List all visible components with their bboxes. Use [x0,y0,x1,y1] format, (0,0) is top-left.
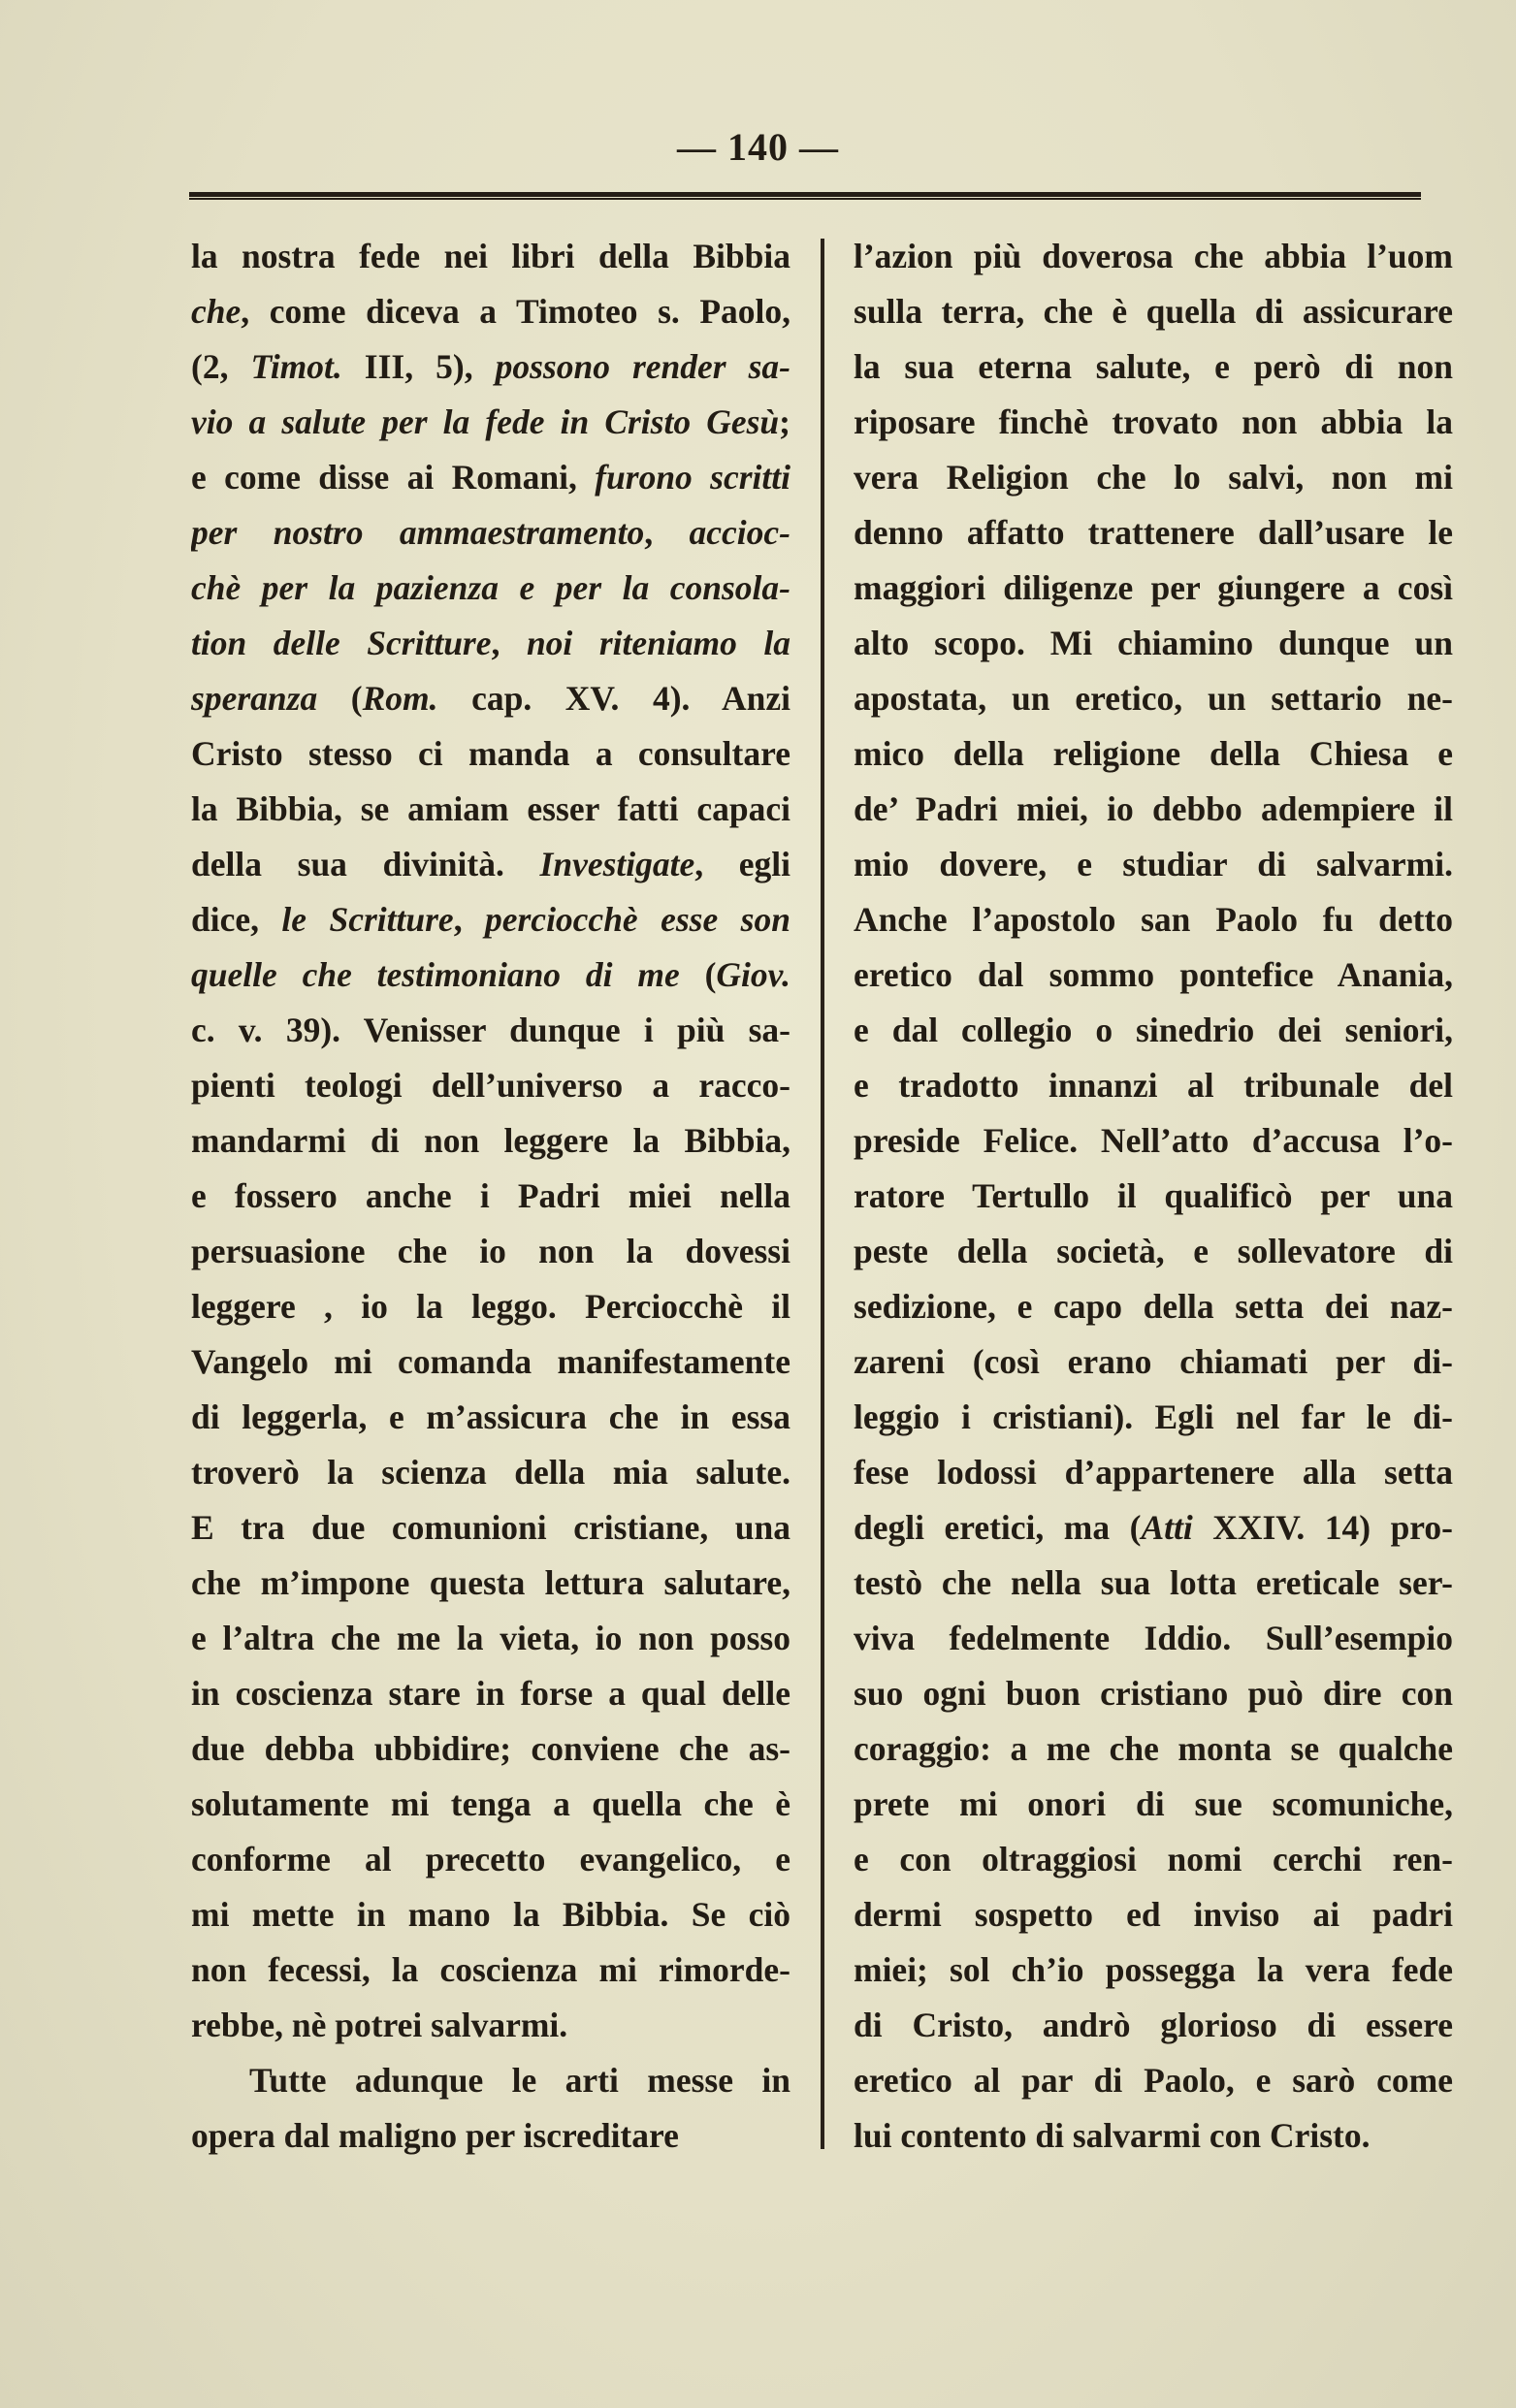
text-segment: di leggerla, e m’assicura che in essa [191,1397,790,1436]
text-line [854,782,1453,837]
text-segment: Tutte adunque le arti messe in [249,2061,790,2100]
text-line [191,450,790,505]
text-segment: denno affatto trattenere dall’usare le [854,513,1453,552]
text-segment: cap. XV. 4). Anzi [437,679,790,718]
text-line [191,1500,790,1556]
text-segment: e con oltraggiosi nomi cerchi ren- [854,1840,1453,1878]
text-line [191,395,790,450]
text-line [854,1832,1453,1887]
text-segment: leggere , io la leggo. Perciocchè il [191,1287,790,1326]
text-segment: ( [679,955,717,994]
text-segment: XXIV. 14) pro- [1192,1508,1453,1547]
text-segment: mi mette in mano la Bibbia. Se ciò [191,1895,790,1934]
text-line [191,616,790,671]
text-segment: di Cristo, andrò glorioso di essere [854,2006,1453,2044]
italic-text: le Scritture [281,900,454,939]
italic-text: Rom. [362,679,438,718]
text-segment: ; [779,402,790,441]
text-segment: mandarmi di non leggere la Bibbia, [191,1121,790,1160]
text-segment: Vangelo mi comanda manifestamente [191,1342,790,1381]
text-segment: sulla terra, che è quella di assicurare [854,292,1453,331]
text-line [191,782,790,837]
text-segment: dermi sospetto ed inviso ai padri [854,1895,1453,1934]
text-segment: suo ogni buon cristiano può dire con [854,1674,1453,1713]
text-line [191,947,790,1003]
italic-text: Timot. [250,347,342,386]
text-line [191,837,790,892]
text-line [191,1224,790,1279]
text-segment: peste della società, e sollevatore di [854,1232,1453,1270]
text-line [191,2108,790,2164]
text-segment: mio dovere, e studiar di salvarmi. [854,845,1453,883]
text-segment: e l’altra che me la vieta, io non posso [191,1619,790,1657]
text-line [854,1998,1453,2053]
text-line [854,1003,1453,1058]
text-segment: III, 5), [341,347,496,386]
text-line [854,1942,1453,1998]
text-segment: la nostra fede nei libri della Bibbia [191,237,790,275]
text-line [854,1666,1453,1721]
text-segment: maggiori diligenze per giungere a così [854,568,1453,607]
text-segment: alto scopo. Mi chiamino dunque un [854,624,1453,662]
italic-text: speranza [191,679,318,718]
text-line [854,1390,1453,1445]
text-segment: leggio i cristiani). Egli nel far le di- [854,1397,1453,1436]
text-line [191,339,790,395]
italic-text: Investigate [539,845,695,883]
italic-text: per nostro ammaestramento [191,513,645,552]
text-segment: vera Religion che lo salvi, non mi [854,458,1453,497]
italic-text: quelle che testimoniano di me [191,955,680,994]
italic-text: vio a salute per la fede in Cristo Gesù [191,402,780,441]
text-line [854,284,1453,339]
text-segment: fese lodossi d’appartenere alla setta [854,1453,1453,1492]
text-segment: , come diceva a Timoteo s. Paolo, [241,292,790,331]
text-segment: l’azion più doverosa che abbia l’uom [854,237,1453,275]
text-line [191,284,790,339]
text-segment: Anche l’apostolo san Paolo fu detto [854,900,1453,939]
text-segment: miei; sol ch’io possegga la vera fede [854,1950,1453,1989]
text-segment: , [453,900,485,939]
text-line [191,1832,790,1887]
text-line [854,616,1453,671]
text-line [191,1666,790,1721]
text-line [854,837,1453,892]
text-segment: c. v. 39). Venisser dunque i più sa- [191,1011,790,1049]
text-line [191,1611,790,1666]
text-line [854,229,1453,284]
text-line [854,339,1453,395]
text-segment: Cristo stesso ci manda a consultare [191,734,790,773]
text-line [854,1611,1453,1666]
italic-text: furono scritti [595,458,790,497]
text-segment: riposare finchè trovato non abbia la [854,402,1453,441]
text-segment: e fossero anche i Padri miei nella [191,1176,790,1215]
text-line [191,892,790,947]
text-segment: la sua eterna salute, e però di non [854,347,1453,386]
text-segment: e tradotto innanzi al tribunale del [854,1066,1453,1105]
text-segment: ratore Tertullo il qualificò per una [854,1176,1453,1215]
text-segment: dice, [191,900,282,939]
italic-text: perciocchè esse son [484,900,790,939]
text-line [191,726,790,782]
text-segment: che m’impone questa lettura salutare, [191,1563,790,1602]
text-line [854,395,1453,450]
text-line [191,1113,790,1169]
text-segment: non fecessi, la coscienza mi rimorde- [191,1950,790,1989]
text-segment: persuasione che io non la dovessi [191,1232,790,1270]
text-line [854,1721,1453,1777]
right-column [854,229,1453,2164]
text-segment: e come disse ai Romani, [191,458,596,497]
text-segment: , [644,513,690,552]
text-segment: , [491,624,527,662]
text-line [854,505,1453,561]
text-segment: apostata, un eretico, un settario ne- [854,679,1453,718]
text-segment: mico della religione della Chiesa e [854,734,1453,773]
text-segment: viva fedelmente Iddio. Sull’esempio [854,1619,1453,1657]
text-segment: pienti teologi dell’universo a racco- [191,1066,790,1105]
text-segment: opera dal maligno per iscreditare [191,2116,679,2155]
italic-text: Atti [1141,1508,1193,1547]
text-line [854,1334,1453,1390]
text-line [854,1169,1453,1224]
text-segment: (2, [191,347,251,386]
text-segment: sedizione, e capo della setta dei naz- [854,1287,1453,1326]
text-segment: degli eretici, ma ( [854,1508,1142,1547]
text-line [854,1445,1453,1500]
text-segment: E tra due comunioni cristiane, una [191,1508,790,1547]
text-line [854,1113,1453,1169]
text-segment: testò che nella sua lotta ereticale ser- [854,1563,1453,1602]
text-line [854,671,1453,726]
text-segment: eretico dal sommo pontefice Anania, [854,955,1453,994]
text-segment: conforme al precetto evangelico, e [191,1840,790,1878]
text-line [191,1887,790,1942]
text-line [854,1058,1453,1113]
text-line [191,671,790,726]
text-line [191,1279,790,1334]
italic-text: chè per la pazienza e per la consola- [191,568,790,607]
text-line [191,1169,790,1224]
text-line [854,1556,1453,1611]
text-segment: solutamente mi tenga a quella che è [191,1784,790,1823]
text-line [191,229,790,284]
text-line [854,947,1453,1003]
text-line [854,450,1453,505]
text-line [854,892,1453,947]
text-line [854,1777,1453,1832]
text-segment: , egli [694,845,790,883]
text-segment: e dal collegio o sinedrio dei seniori, [854,1011,1453,1049]
text-segment: della sua divinità. [191,845,540,883]
text-line [191,1390,790,1445]
text-line [191,2053,790,2108]
text-segment: ( [317,679,363,718]
column-divider [821,239,824,2149]
italic-text: che [191,292,242,331]
text-line [854,726,1453,782]
text-line [191,1556,790,1611]
text-segment: troverò la scienza della mia salute. [191,1453,790,1492]
italic-text: noi riteniamo la [526,624,790,662]
text-line [191,1058,790,1113]
text-line [854,2053,1453,2108]
text-segment: de’ Padri miei, io debbo adempiere il [854,789,1453,828]
text-line [191,1942,790,1998]
text-line [191,1998,790,2053]
italic-text: accioc- [689,513,790,552]
text-line [191,1003,790,1058]
text-line [854,1887,1453,1942]
text-line [854,2108,1453,2164]
text-line [191,1334,790,1390]
text-segment: due debba ubbidire; conviene che as- [191,1729,790,1768]
text-segment: rebbe, nè potrei salvarmi. [191,2006,568,2044]
text-line [191,1445,790,1500]
text-line [854,561,1453,616]
text-line [854,1500,1453,1556]
text-line [191,1721,790,1777]
text-line [191,1777,790,1832]
text-segment: in coscienza stare in forse a qual delle [191,1674,790,1713]
text-segment: eretico al par di Paolo, e sarò come [854,2061,1453,2100]
text-segment: prete mi onori di sue scomuniche, [854,1784,1453,1823]
italic-text: possono render sa- [495,347,790,386]
text-line [191,505,790,561]
text-segment: preside Felice. Nell’atto d’accusa l’o- [854,1121,1453,1160]
italic-text: Giov. [716,955,790,994]
italic-text: tion delle Scritture [191,624,492,662]
text-segment: la Bibbia, se amiam esser fatti capaci [191,789,790,828]
text-line [854,1224,1453,1279]
text-segment: lui contento di salvarmi con Cristo. [854,2116,1371,2155]
header-rule [189,192,1421,200]
page-number: — 140 — [677,125,839,169]
text-segment: coraggio: a me che monta se qualche [854,1729,1453,1768]
text-line [854,1279,1453,1334]
left-column [191,229,790,2164]
text-line [191,561,790,616]
text-segment: zareni (così erano chiamati per di- [854,1342,1453,1381]
